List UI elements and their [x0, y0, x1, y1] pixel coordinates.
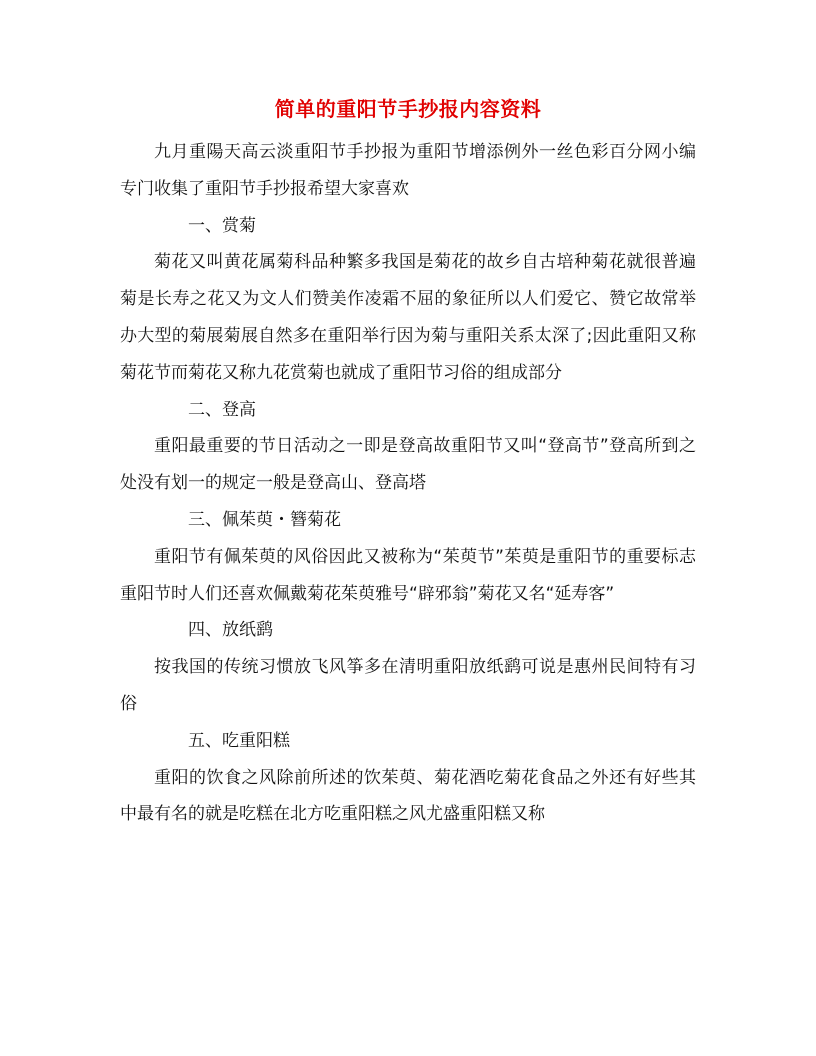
section-heading-cake: 五、吃重阳糕: [188, 730, 290, 751]
section-body-kite: 按我国的传统习惯放飞风筝多在清明重阳放纸鹞可说是惠州民间特有习俗: [120, 657, 696, 714]
section-body-climbing: 重阳最重要的节日活动之一即是登高故重阳节又叫“登高节”登高所到之处没有划一的规定一般是登高山、登高塔: [120, 436, 696, 494]
section-heading-climbing: 二、登高: [188, 399, 256, 420]
document-title: 简单的重阳节手抄报内容资料: [274, 97, 542, 121]
section-heading-chrysanthemum: 一、赏菊: [188, 215, 256, 236]
section-body-dogwood: 重阳节有佩茱萸的风俗因此又被称为“茱萸节”茱萸是重阳节的重要标志重阳节时人们还喜欢佩戴菊花茱萸雅号“辟邪翁”菊花又名“延寿客”: [120, 546, 696, 604]
section-heading-kite: 四、放纸鹞: [188, 620, 273, 641]
section-heading-dogwood: 三、佩茱萸・簪菊花: [188, 509, 341, 530]
section-body-chrysanthemum: 菊花又叫黄花属菊科品种繁多我国是菊花的故乡自古培种菊花就很普遍菊是长寿之花又为文人们赞美作凌霜不屈的象征所以人们爱它、赞它故常举办大型的菊展菊展自然多在重阳举行因为菊与重阳关系太深了;因此重阳又称菊花节而菊花又称九花赏菊也就成了重阳节习俗的组成部分: [120, 252, 696, 383]
intro-paragraph: 九月重陽天高云淡重阳节手抄报为重阳节增添例外一丝色彩百分网小编专门收集了重阳节手抄报希望大家喜欢: [120, 142, 696, 199]
section-body-cake: 重阳的饮食之风除前所述的饮茱萸、菊花酒吃菊花食品之外还有好些其中最有名的就是吃糕在北方吃重阳糕之风尤盛重阳糕又称: [120, 767, 696, 825]
document-body: [120, 134, 696, 833]
